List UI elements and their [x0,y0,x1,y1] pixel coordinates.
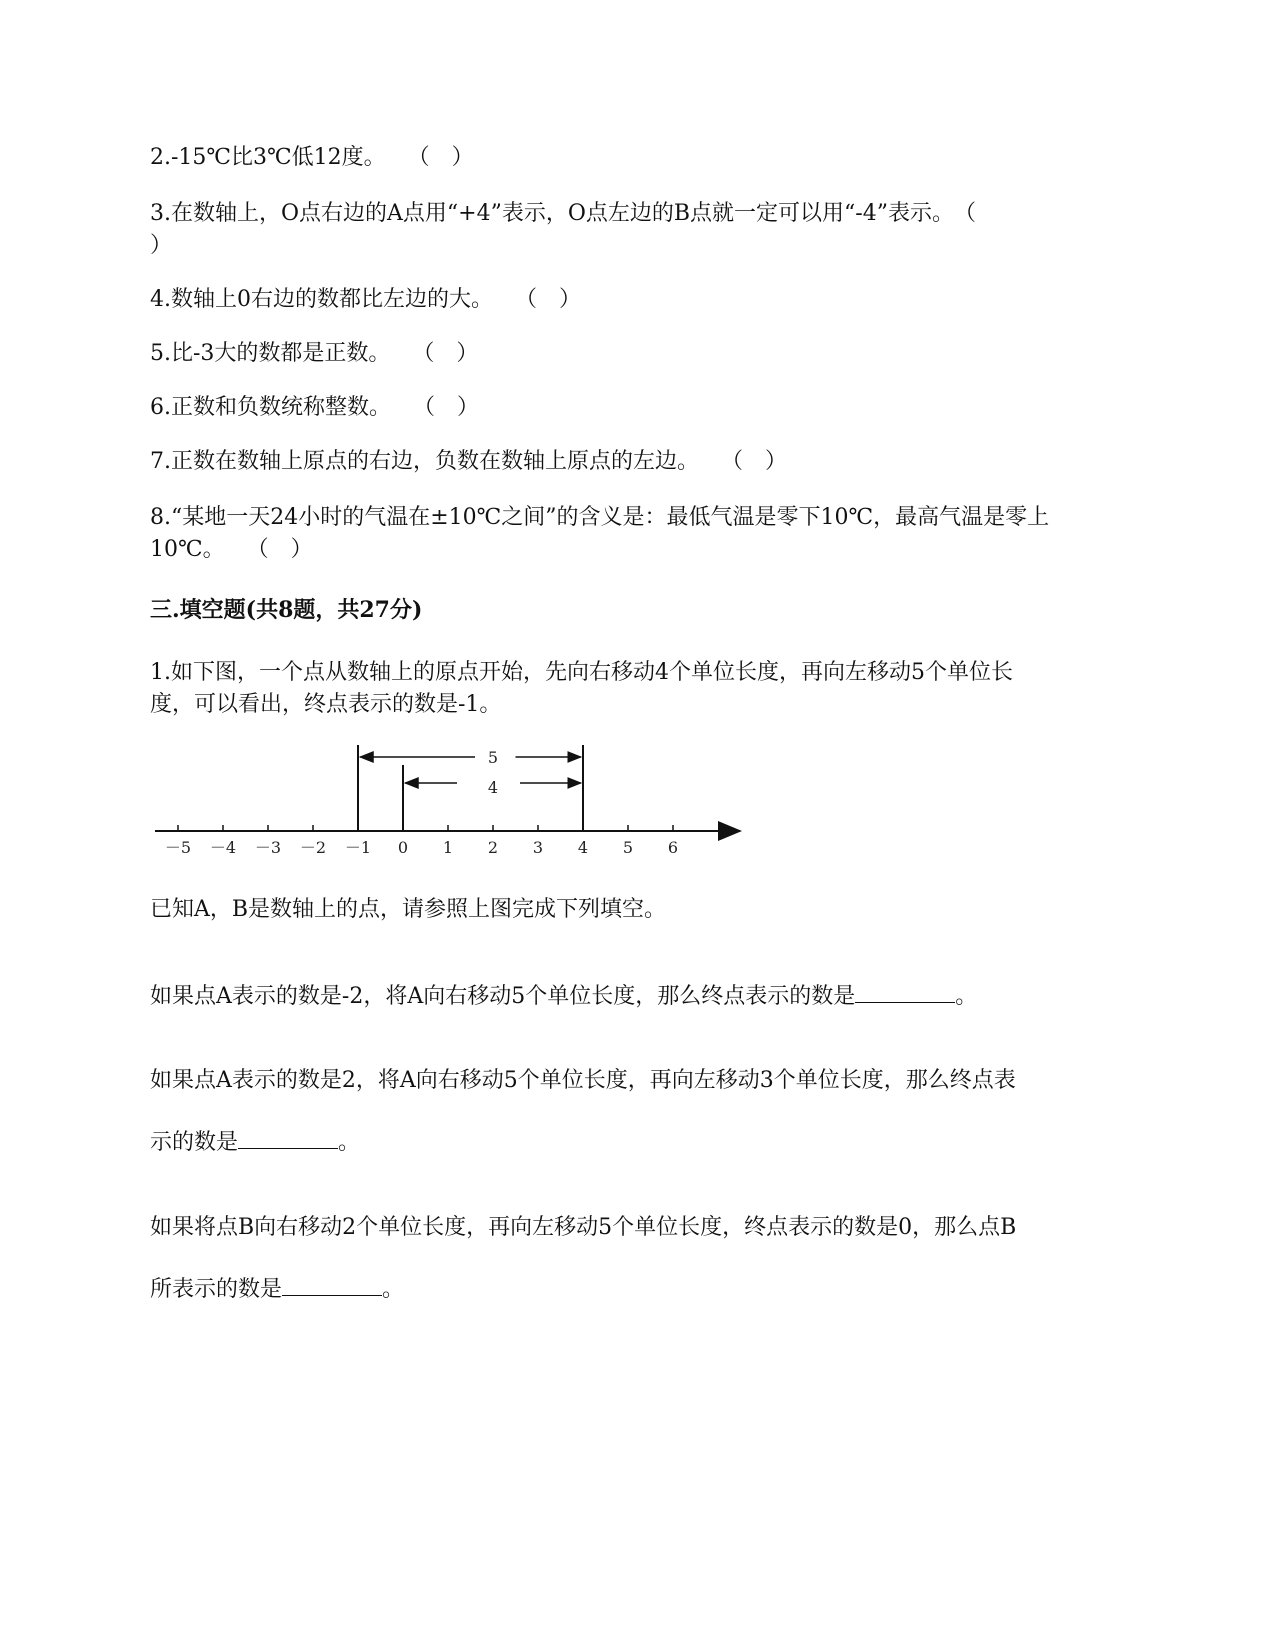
tick-label: 6 [667,838,679,857]
fill-part-2-cont [150,1126,1130,1159]
judgment-q2: 2.-15℃比3℃低12度。 （ ） [150,145,474,170]
part-2-end: 。 [338,1130,361,1155]
tick-label: 3 [532,838,544,857]
fill-part-2: 如果点A表示的数是2，将A向右移动5个单位长度，再向左移动3个单位长度，那么终点表 [150,1068,1016,1093]
fill-part-3: 如果将点B向右移动2个单位长度，再向左移动5个单位长度，终点表示的数是0，那么点B [150,1215,1017,1240]
judgment-q3: 3.在数轴上，O点右边的A点用“+4”表示，O点左边的B点就一定可以用“-4”表示。 （ [150,201,976,226]
tick-label: 5 [622,838,634,857]
arrow-label-4: 4 [487,778,499,797]
answer-blank-3[interactable] [282,1273,382,1296]
tick-label: －1 [344,838,372,857]
part-3-text: 所表示的数是 [150,1277,283,1302]
fill-q1-cont: 度，可以看出，终点表示的数是-1。 [150,692,502,717]
section-heading: 三.填空题(共8题，共27分) [150,597,423,623]
tick-label: 0 [397,838,409,857]
fill-part-3-cont [150,1273,1130,1306]
part-1-end: 。 [955,984,978,1009]
part-3-end: 。 [382,1277,405,1302]
answer-blank-1[interactable] [855,980,955,1003]
arrow-label-5: 5 [487,748,499,767]
fill-q1: 1.如下图，一个点从数轴上的原点开始，先向右移动4个单位长度，再向左移动5个单位长 [150,660,1013,685]
part-1-text: 如果点A表示的数是-2，将A向右移动5个单位长度，那么终点表示的数是 [150,984,856,1009]
number-line-diagram [150,735,770,865]
tick-label: －5 [164,838,192,857]
tick-label: －3 [254,838,282,857]
tick-label: 2 [487,838,499,857]
judgment-q7: 7.正数在数轴上原点的右边，负数在数轴上原点的左边。 （ ） [150,449,787,474]
tick-label: －2 [299,838,327,857]
fill-intro: 已知A，B是数轴上的点，请参照上图完成下列填空。 [150,897,667,922]
tick-label: 1 [442,838,454,857]
judgment-q6: 6.正数和负数统称整数。 （ ） [150,395,479,420]
judgment-q8-cont: 10℃。 （ ） [150,537,313,562]
part-2-text: 示的数是 [150,1130,239,1155]
tick-label: －4 [209,838,237,857]
judgment-q8: 8.“某地一天24小时的气温在±10℃之间”的含义是：最低气温是零下10℃，最高气温是零上 [150,505,1050,530]
answer-blank-2[interactable] [238,1126,338,1149]
judgment-q4: 4.数轴上0右边的数都比左边的大。 （ ） [150,287,581,312]
judgment-q5: 5.比-3大的数都是正数。 （ ） [150,341,479,366]
judgment-q3-cont: ） [150,233,173,258]
tick-label: 4 [577,838,589,857]
fill-part-1 [150,980,1130,1013]
